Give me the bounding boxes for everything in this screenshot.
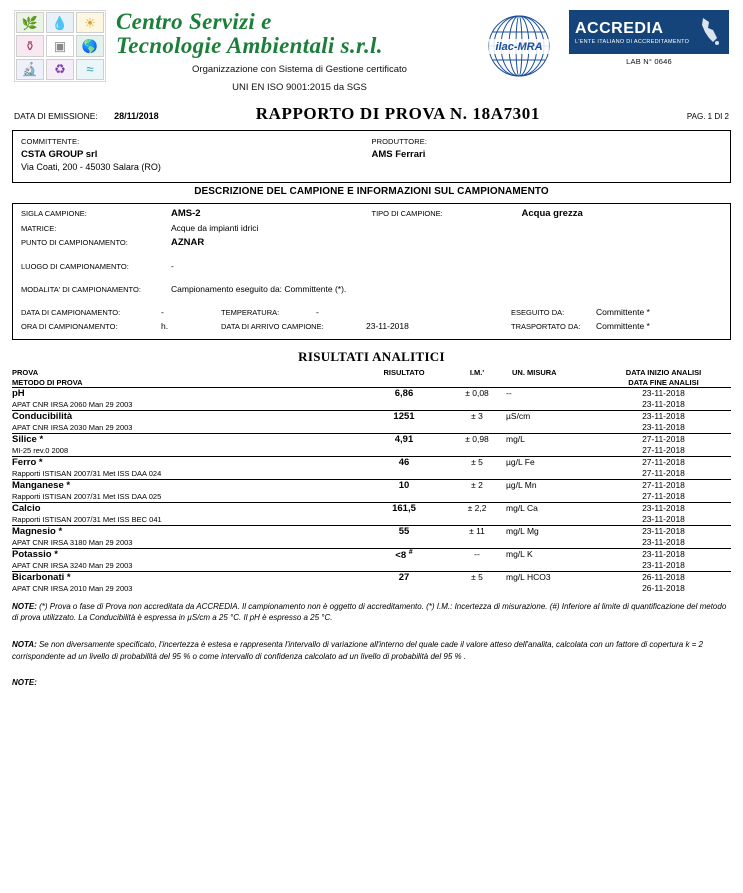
- prova-metodo: APAT CNR IRSA 2010 Man 29 2003: [12, 584, 133, 593]
- data-fine-analisi: 23-11-2018: [642, 399, 685, 409]
- company-name-line1: Centro Servizi e: [116, 9, 272, 34]
- cell-risultato: [360, 480, 448, 503]
- certification-line1: Organizzazione con Sistema di Gestione certificato: [192, 64, 407, 75]
- cell-prova: [12, 480, 360, 503]
- prova-name: Magnesio *: [12, 526, 63, 537]
- cell-date: [596, 388, 731, 411]
- cell-date: [596, 480, 731, 503]
- cell-risultato: [360, 526, 448, 549]
- risultato-value: 4,91: [394, 434, 414, 445]
- cell-prova: [12, 572, 360, 595]
- cell-prova: [12, 503, 360, 526]
- note-1-text: (*) Prova o fase di Prova non accreditata da ACCREDIA. Il campionamento non è oggetto di accreditamento. (*) I.M.: Incertezza di misurazione. (#) Inferiore al limite di quantificazione del metodo di prova utilizzato. La Conducibilità è espressa in µS/cm a 25 °C. Il pH è espresso a 25 °C.: [12, 602, 727, 622]
- table-row: [12, 480, 731, 503]
- cell-prova: [12, 411, 360, 434]
- cell-date: [596, 572, 731, 595]
- committente-address: Via Coati, 200 - 45030 Salara (RO): [21, 162, 161, 172]
- produttore-label: PRODUTTORE:: [371, 137, 428, 146]
- descrizione-section-title: DESCRIZIONE DEL CAMPIONE E INFORMAZIONI SUL CAMPIONAMENTO: [194, 186, 549, 197]
- table-row: [12, 572, 731, 595]
- punto-campionamento-value: AZNAR: [171, 237, 205, 248]
- col-prova-label: PROVA: [12, 368, 39, 377]
- cell-risultato: [360, 503, 448, 526]
- committente-name: CSTA GROUP srl: [21, 149, 98, 160]
- data-fine-analisi: 27-11-2018: [642, 445, 685, 455]
- trasportato-da-row: [511, 321, 722, 331]
- committente-label: COMMITTENTE:: [21, 137, 80, 146]
- table-row: [12, 503, 731, 526]
- note-3: [12, 678, 731, 687]
- modalita-campionamento-row: [21, 284, 722, 294]
- prova-metodo: APAT CNR IRSA 3240 Man 29 2003: [12, 561, 133, 570]
- data-inizio-analisi: 23-11-2018: [642, 411, 685, 421]
- temperatura-label: TEMPERATURA:: [221, 308, 280, 317]
- data-inizio-analisi: 27-11-2018: [642, 457, 685, 467]
- prova-metodo: APAT CNR IRSA 2030 Man 29 2003: [12, 423, 133, 432]
- col-prova-header: [12, 368, 360, 388]
- col-risultato-header: RISULTATO: [383, 368, 425, 377]
- company-name-line2: Tecnologie Ambientali s.r.l.: [116, 33, 383, 58]
- table-row: [12, 411, 731, 434]
- cell-prova: [12, 526, 360, 549]
- risultato-value: 55: [398, 526, 410, 537]
- ora-campionamento-label: ORA DI CAMPIONAMENTO:: [21, 322, 118, 331]
- logo-tile-flask-icon: ⚱: [16, 35, 44, 56]
- cell-prova: [12, 434, 360, 457]
- cell-date: [596, 457, 731, 480]
- logo-tile-center-icon: ▣: [46, 35, 74, 56]
- prova-name: Bicarbonati *: [12, 572, 71, 583]
- svg-text:ilac-MRA: ilac-MRA: [495, 41, 543, 53]
- cell-im: ± 2,2: [448, 503, 506, 526]
- col-data-fine-label: DATA FINE ANALISI: [628, 377, 699, 387]
- table-row: [12, 388, 731, 411]
- trasportato-da-label: TRASPORTATO DA:: [511, 322, 581, 331]
- prova-metodo: MI-25 rev.0 2008: [12, 446, 69, 455]
- page-number: PAG. 1 DI 2: [686, 112, 729, 121]
- risultato-value: 1251: [393, 411, 415, 422]
- prova-name: Manganese *: [12, 480, 71, 491]
- data-inizio-analisi: 27-11-2018: [642, 480, 685, 490]
- cell-unita-misura: µg/L Fe: [506, 457, 596, 480]
- results-table: [12, 368, 731, 594]
- logo-tile-wave-icon: ≈: [76, 59, 104, 80]
- trasportato-da-value: Committente *: [596, 321, 650, 331]
- cell-im: --: [448, 549, 506, 572]
- matrice-row: [21, 223, 372, 233]
- accredia-name: ACCREDIA: [575, 19, 664, 37]
- risultato-value: <8: [395, 550, 407, 562]
- cell-im: ± 0,98: [448, 434, 506, 457]
- prova-metodo: APAT CNR IRSA 2060 Man 29 2003: [12, 400, 133, 409]
- table-header-row: [12, 368, 731, 388]
- risultato-value: 161,5: [392, 503, 416, 514]
- matrice-label: MATRICE:: [21, 224, 57, 233]
- note-1: [12, 601, 731, 623]
- arrivo-campione-row: [221, 321, 511, 331]
- cell-unita-misura: mg/L Ca: [506, 503, 596, 526]
- data-fine-analisi: 26-11-2018: [642, 583, 685, 593]
- accredia-subtitle: L'ENTE ITALIANO DI ACCREDITAMENTO: [575, 38, 690, 45]
- risultato-value: 46: [398, 457, 410, 468]
- company-title-block: [116, 10, 483, 94]
- cell-im: ± 11: [448, 526, 506, 549]
- note-3-label: NOTE:: [12, 678, 37, 687]
- note-1-label: NOTE:: [12, 602, 37, 611]
- col-data-inizio-label: DATA INIZIO ANALISI: [625, 368, 702, 377]
- temperatura-value: -: [316, 307, 319, 317]
- logo-tile-leaf-icon: 🌿: [16, 12, 44, 33]
- data-campionamento-value: -: [161, 307, 164, 317]
- table-row: [12, 457, 731, 480]
- cell-unita-misura: mg/L HCO3: [506, 572, 596, 595]
- logo-tile-sun-icon: ☀: [76, 12, 104, 33]
- risultato-value: 6,86: [394, 388, 414, 399]
- eseguito-da-row: [511, 307, 722, 317]
- table-row: [12, 434, 731, 457]
- prova-name: Conducibilità: [12, 411, 73, 422]
- arrivo-campione-label: DATA DI ARRIVO CAMPIONE:: [221, 322, 324, 331]
- logo-tile-drop-icon: 💧: [46, 12, 74, 33]
- committente-block: [21, 137, 372, 172]
- certification-line2: UNI EN ISO 9001:2015 da SGS: [232, 82, 367, 93]
- data-inizio-analisi: 23-11-2018: [642, 526, 685, 536]
- eseguito-da-value: Committente *: [596, 307, 650, 317]
- punto-campionamento-row: [21, 237, 372, 248]
- prova-name: Ferro *: [12, 457, 43, 468]
- cell-date: [596, 526, 731, 549]
- prova-name: pH: [12, 388, 25, 399]
- sigla-campione-row: [21, 208, 372, 219]
- cell-risultato: [360, 549, 448, 572]
- cell-im: ± 0,08: [448, 388, 506, 411]
- data-inizio-analisi: 26-11-2018: [642, 572, 685, 582]
- ilac-mra-logo: [483, 10, 555, 82]
- data-campionamento-label: DATA DI CAMPIONAMENTO:: [21, 308, 121, 317]
- results-section-title: RISULTATI ANALITICI: [298, 349, 445, 364]
- cell-date: [596, 503, 731, 526]
- prova-name: Silice *: [12, 434, 44, 445]
- prova-metodo: APAT CNR IRSA 3180 Man 29 2003: [12, 538, 133, 547]
- data-fine-analisi: 23-11-2018: [642, 514, 685, 524]
- report-title-row: [0, 98, 743, 130]
- page-title: RAPPORTO DI PROVA N. 18A7301: [255, 104, 540, 123]
- col-date-header: [596, 368, 731, 388]
- cell-unita-misura: mg/L Mg: [506, 526, 596, 549]
- prova-metodo: Rapporti ISTISAN 2007/31 Met ISS DAA 025: [12, 492, 162, 501]
- logo-tile-globe-icon: 🌎: [76, 35, 104, 56]
- tipo-campione-value: Acqua grezza: [521, 208, 583, 219]
- temperatura-row: [221, 307, 511, 317]
- note-2-text: Se non diversamente specificato, l'incertezza è estesa e rappresenta l'intervallo di variazione all'interno del quale cade il valore atteso dell'analita, calcolata con un fattore di copertura k = 2 corrispondente ad un livello di probabilità del 95 % o come intervallo di confidenza calcolato ad un livello di probabilità del 95 % .: [12, 640, 704, 661]
- eseguito-da-label: ESEGUITO DA:: [511, 308, 565, 317]
- cell-unita-misura: mg/L K: [506, 549, 596, 572]
- emission-date-label: DATA DI EMISSIONE:: [14, 111, 98, 121]
- cell-im: ± 5: [448, 457, 506, 480]
- note-2: [12, 639, 731, 662]
- descrizione-box: [12, 203, 731, 340]
- data-inizio-analisi: 23-11-2018: [642, 503, 685, 513]
- cell-date: [596, 411, 731, 434]
- emission-date-value: 28/11/2018: [114, 111, 159, 121]
- tipo-campione-row: [372, 208, 723, 219]
- luogo-campionamento-row: [21, 261, 722, 271]
- cell-date: [596, 434, 731, 457]
- data-fine-analisi: 23-11-2018: [642, 422, 685, 432]
- ilac-mra-icon: [483, 10, 555, 82]
- table-row: [12, 549, 731, 572]
- italy-silhouette-icon: [697, 16, 723, 46]
- punto-campionamento-label: PUNTO DI CAMPIONAMENTO:: [21, 238, 128, 247]
- arrivo-campione-value: 23-11-2018: [366, 321, 409, 331]
- risultato-footnote-marker: #: [408, 549, 413, 556]
- ora-campionamento-row: [21, 321, 221, 331]
- logo-tile-microscope-icon: 🔬: [16, 59, 44, 80]
- cell-risultato: [360, 572, 448, 595]
- lab-number: LAB N° 0646: [626, 57, 672, 66]
- data-inizio-analisi: 23-11-2018: [642, 549, 685, 559]
- emission-date-block: [14, 111, 159, 121]
- accredia-badge: [569, 10, 729, 54]
- prova-name: Calcio: [12, 503, 41, 514]
- matrice-value: Acque da impianti idrici: [171, 223, 259, 233]
- tipo-campione-label: TIPO DI CAMPIONE:: [371, 209, 443, 218]
- company-logo: [14, 10, 106, 82]
- cell-unita-misura: µg/L Mn: [506, 480, 596, 503]
- cell-prova: [12, 457, 360, 480]
- cell-unita-misura: µS/cm: [506, 411, 596, 434]
- cell-unita-misura: --: [506, 388, 596, 411]
- data-fine-analisi: 27-11-2018: [642, 468, 685, 478]
- cell-prova: [12, 549, 360, 572]
- cell-im: ± 5: [448, 572, 506, 595]
- document-header: [0, 0, 743, 98]
- cell-unita-misura: mg/L: [506, 434, 596, 457]
- cell-im: ± 3: [448, 411, 506, 434]
- produttore-name: AMS Ferrari: [371, 149, 426, 160]
- modalita-campionamento-label: MODALITA' DI CAMPIONAMENTO:: [21, 285, 141, 294]
- cell-prova: [12, 388, 360, 411]
- prova-name: Potassio *: [12, 549, 58, 560]
- col-metodo-label: METODO DI PROVA: [12, 377, 83, 387]
- modalita-campionamento-value: Campionamento eseguito da: Committente (*).: [171, 284, 347, 294]
- risultato-value: 27: [398, 572, 410, 583]
- sigla-campione-value: AMS-2: [171, 208, 201, 219]
- data-campionamento-row: [21, 307, 221, 317]
- cell-risultato: [360, 457, 448, 480]
- cell-date: [596, 549, 731, 572]
- note-2-label: NOTA:: [12, 640, 37, 649]
- data-fine-analisi: 23-11-2018: [642, 537, 685, 547]
- ora-campionamento-value: h.: [161, 321, 169, 331]
- data-fine-analisi: 23-11-2018: [642, 560, 685, 570]
- risultato-value: 10: [398, 480, 410, 491]
- cell-risultato: [360, 434, 448, 457]
- data-inizio-analisi: 27-11-2018: [642, 434, 685, 444]
- cell-risultato: [360, 411, 448, 434]
- col-um-header: UN. MISURA: [512, 368, 557, 377]
- prova-metodo: Rapporti ISTISAN 2007/31 Met ISS DAA 024: [12, 469, 162, 478]
- cell-im: ± 2: [448, 480, 506, 503]
- data-fine-analisi: 27-11-2018: [642, 491, 685, 501]
- cell-risultato: [360, 388, 448, 411]
- table-row: [12, 526, 731, 549]
- prova-metodo: Rapporti ISTISAN 2007/31 Met ISS BEC 041: [12, 515, 162, 524]
- accredia-logo-block: [569, 10, 729, 66]
- produttore-block: [372, 137, 723, 172]
- luogo-campionamento-value: -: [171, 261, 174, 271]
- committente-produttore-box: [12, 130, 731, 183]
- col-im-header: I.M.': [469, 368, 485, 377]
- luogo-campionamento-label: LUOGO DI CAMPIONAMENTO:: [21, 262, 129, 271]
- logo-tile-recycle-icon: ♻: [46, 59, 74, 80]
- sigla-campione-label: SIGLA CAMPIONE:: [21, 209, 87, 218]
- data-inizio-analisi: 23-11-2018: [642, 388, 685, 398]
